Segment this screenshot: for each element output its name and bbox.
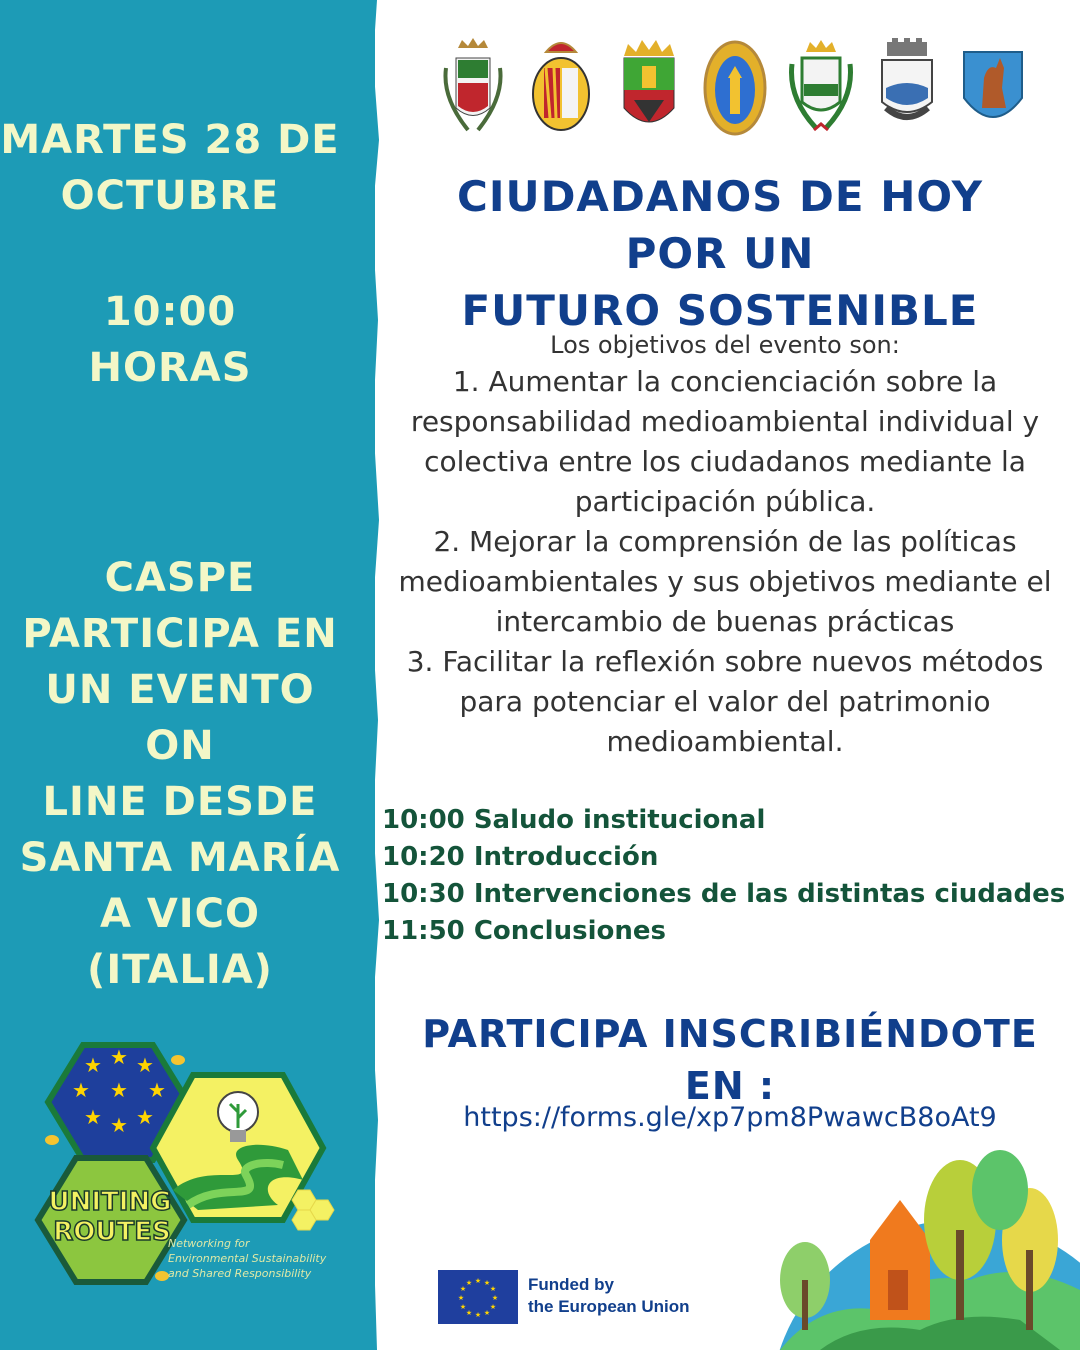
agenda-item: 10:20 Introducción (382, 842, 659, 872)
crest-7-icon (958, 38, 1028, 138)
desc-line: PARTICIPA EN (22, 611, 338, 657)
objective-line: medioambiental. (606, 725, 844, 758)
agenda-item: 10:00 Saludo institucional (382, 805, 766, 835)
crest-4-icon (700, 38, 770, 138)
objective-line: medioambientales y sus objetivos mediante el (398, 565, 1052, 598)
svg-text:★: ★ (84, 1105, 102, 1129)
objective-line: participación pública. (574, 485, 876, 518)
svg-text:★: ★ (72, 1078, 90, 1102)
time-line-1: 10:00 (103, 289, 237, 335)
objective-line: 3. Facilitar la reflexión sobre nuevos métodos (406, 645, 1044, 678)
eu-funding-text (528, 1274, 690, 1318)
objectives-list (380, 362, 1070, 762)
logo-caption (168, 1236, 368, 1281)
svg-text:★: ★ (483, 1309, 491, 1317)
eu-flag-icon (438, 1270, 518, 1324)
svg-text:★: ★ (110, 1078, 128, 1102)
svg-text:★: ★ (110, 1113, 128, 1137)
uniting-routes-hexagon (38, 1158, 184, 1282)
svg-text:★: ★ (459, 1285, 467, 1293)
logo-word-1: UNITING (48, 1187, 172, 1217)
svg-text:★: ★ (148, 1078, 166, 1102)
registration-link[interactable]: https://forms.gle/xp7pm8PwawcB8oAt9 (463, 1102, 997, 1133)
house-icon (870, 1200, 930, 1320)
crest-3-icon (614, 38, 684, 138)
svg-text:★: ★ (491, 1294, 499, 1302)
svg-text:★: ★ (110, 1045, 128, 1069)
desc-line: A VICO (99, 891, 261, 937)
objective-line: para potenciar el valor del patrimonio (459, 685, 991, 718)
crest-5-icon (786, 38, 856, 138)
date-line-2: OCTUBRE (60, 173, 280, 219)
globe-illustration (760, 1150, 1080, 1350)
caption-line: and Shared Responsibility (168, 1267, 312, 1280)
caption-line: Environmental Sustainability (168, 1252, 327, 1265)
svg-text:★: ★ (84, 1053, 102, 1077)
svg-text:★: ★ (483, 1279, 491, 1287)
crest-1-icon (438, 38, 508, 138)
svg-text:★: ★ (489, 1303, 497, 1311)
desc-line: LINE DESDE (42, 779, 318, 825)
title-line-1: CIUDADANOS DE HOY POR UN (457, 172, 983, 278)
objective-line: colectiva entre los ciudadanos mediante la (424, 445, 1026, 478)
crest-2-icon (526, 38, 596, 138)
event-date (0, 112, 340, 224)
crest-6-icon (872, 38, 942, 138)
event-description (10, 550, 350, 998)
svg-text:★: ★ (489, 1285, 497, 1293)
honeycomb-icon (292, 1190, 334, 1230)
svg-text:★: ★ (136, 1053, 154, 1077)
agenda-list (382, 802, 1072, 950)
tree-icon (972, 1150, 1028, 1230)
objective-line: 2. Mejorar la comprensión de las políticas (433, 525, 1017, 558)
svg-text:★: ★ (459, 1303, 467, 1311)
agenda-item: 11:50 Conclusiones (382, 916, 666, 946)
municipal-crests (438, 38, 1028, 138)
svg-text:★: ★ (465, 1309, 473, 1317)
time-line-2: HORAS (88, 345, 252, 391)
desc-line: UN EVENTO ON (45, 667, 315, 769)
page-title (400, 168, 1040, 339)
date-line-1: MARTES 28 DE (0, 117, 340, 163)
svg-text:★: ★ (457, 1294, 465, 1302)
registration-heading: PARTICIPA INSCRIBIÉNDOTE EN : (422, 1012, 1038, 1108)
objective-line: intercambio de buenas prácticas (495, 605, 955, 638)
desc-line: SANTA MARÍA (19, 835, 341, 881)
svg-text:★: ★ (474, 1277, 482, 1285)
eu-line-2: the European Union (528, 1297, 690, 1316)
objective-line: 1. Aumentar la concienciación sobre la (452, 365, 998, 398)
eu-line-1: Funded by (528, 1275, 614, 1294)
objectives-intro: Los objetivos del evento son: (550, 331, 900, 359)
title-line-2: FUTURO SOSTENIBLE (461, 286, 979, 335)
agenda-item: 10:30 Intervenciones de las distintas ciudades (382, 879, 1066, 909)
objective-line: responsabilidad medioambiental individual y (410, 405, 1040, 438)
caption-line: Networking for (168, 1237, 250, 1250)
svg-text:★: ★ (465, 1279, 473, 1287)
svg-text:★: ★ (136, 1105, 154, 1129)
desc-line: (ITALIA) (87, 947, 273, 993)
desc-line: CASPE (104, 555, 256, 601)
svg-text:★: ★ (474, 1311, 482, 1319)
logo-word-2: ROUTES (53, 1217, 171, 1247)
event-time (0, 284, 340, 396)
